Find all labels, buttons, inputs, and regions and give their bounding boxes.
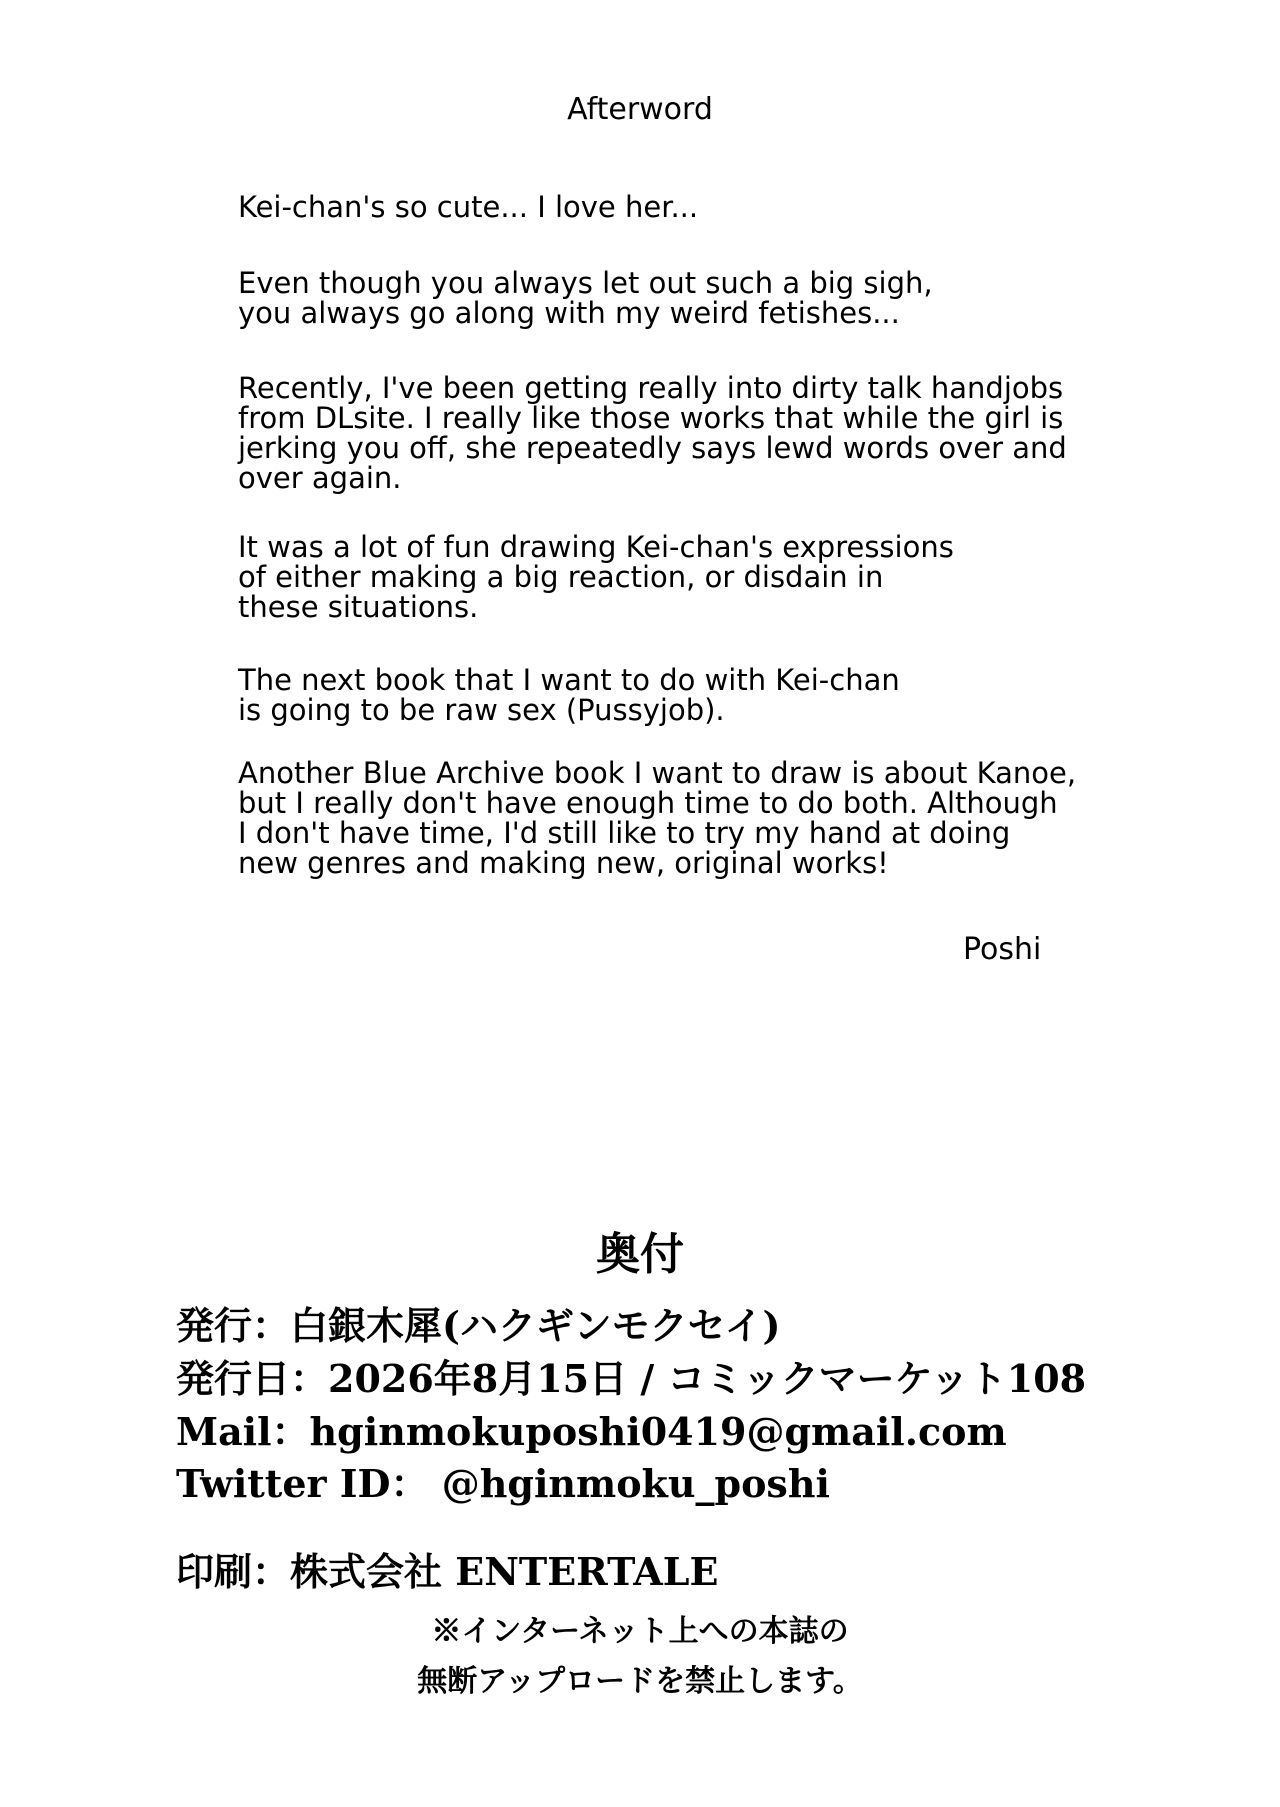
- colophon-date: 発行日：2026年8月15日 / コミックマーケット108: [176, 1356, 1087, 1401]
- colophon-twitter: Twitter ID： @hginmoku_poshi: [176, 1461, 830, 1506]
- afterword-title: Afterword: [567, 92, 713, 127]
- colophon-notice-line-1: ※インターネット上への本誌の: [431, 1614, 849, 1649]
- colophon-mail: Mail：hginmokuposhi0419@gmail.com: [176, 1409, 1007, 1454]
- afterword-signature: Poshi: [963, 932, 1042, 967]
- afterword-paragraph-2: Even though you always let out such a big sigh, you always go along with my weird fetishes...: [238, 266, 933, 330]
- colophon-printer: 印刷：株式会社 ENTERTALE: [176, 1549, 719, 1594]
- colophon-notice-line-2: 無断アップロードを禁止します。: [417, 1664, 863, 1699]
- afterword-paragraph-6: Another Blue Archive book I want to draw is about Kanoe, but I really don't have enough time to do both. Although I don't have time, I'd still like to try my hand at doing new genres and making new, original works!: [238, 756, 1077, 880]
- afterword-paragraph-5: The next book that I want to do with Kei-chan is going to be raw sex (Pussyjob).: [238, 663, 900, 727]
- afterword-paragraph-1: Kei-chan's so cute... I love her...: [238, 190, 699, 224]
- colophon-publisher: 発行：白銀木犀(ハクギンモクセイ): [176, 1303, 781, 1348]
- colophon-title: 奥付: [596, 1229, 684, 1280]
- afterword-paragraph-3: Recently, I've been getting really into dirty talk handjobs from DLsite. I really like those works that while the girl is jerking you off, she repeatedly says lewd words over and over again.: [238, 371, 1067, 495]
- afterword-paragraph-4: It was a lot of fun drawing Kei-chan's expressions of either making a big reaction, or disdain in these situations.: [238, 530, 954, 624]
